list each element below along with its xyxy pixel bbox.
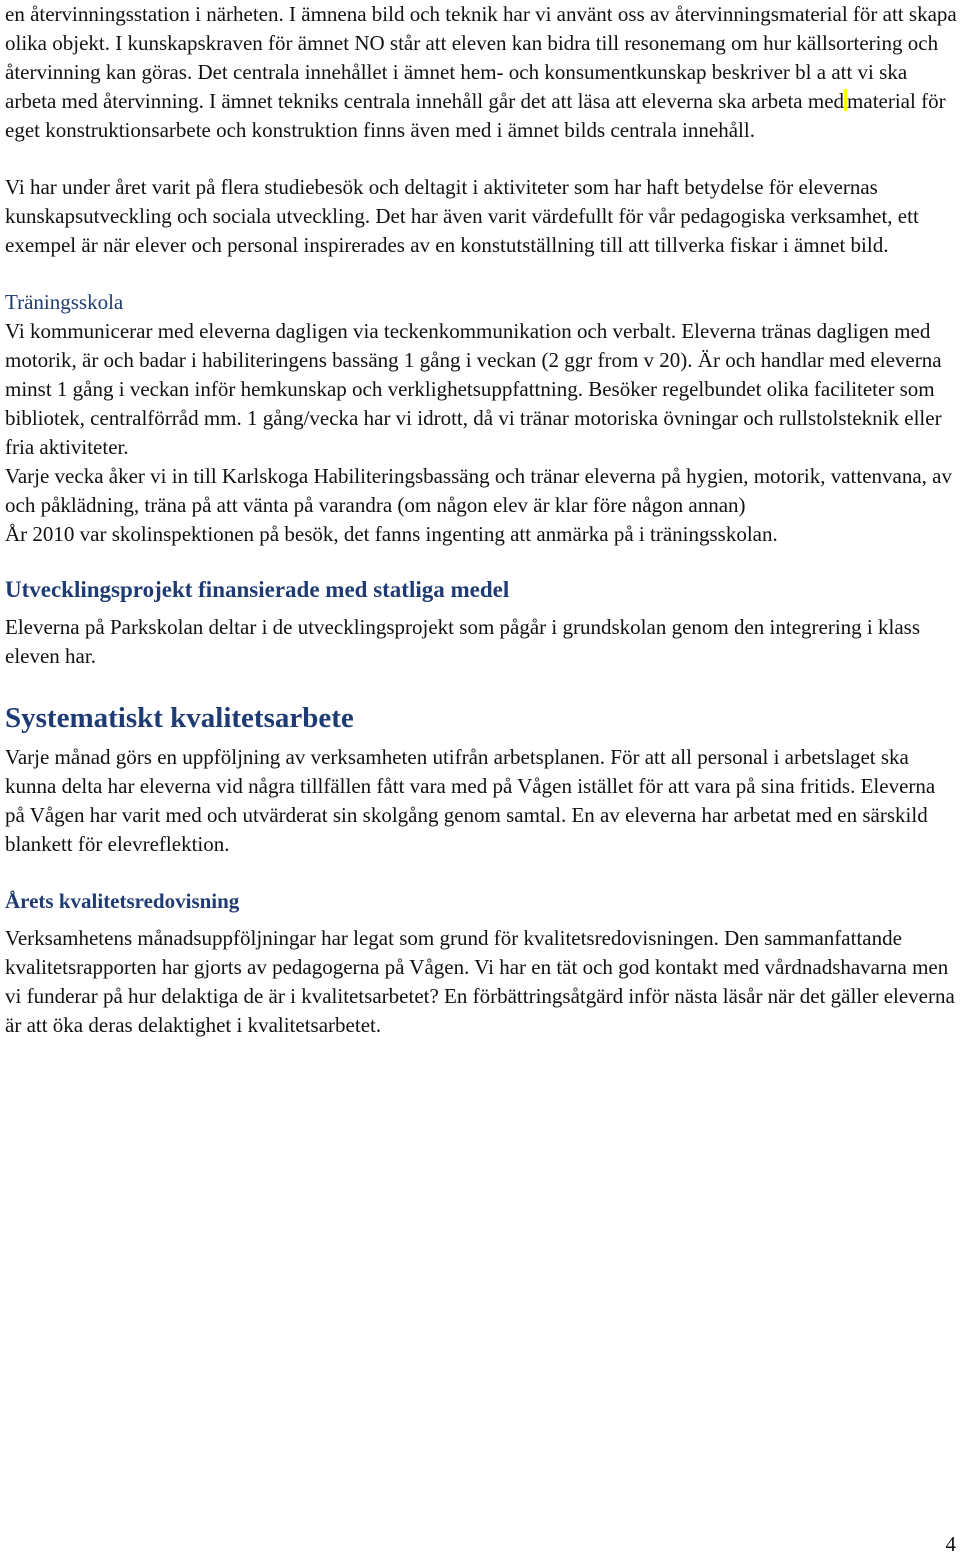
document-page	[5, 0, 957, 1040]
spacer	[5, 671, 957, 701]
spacer	[5, 916, 957, 924]
development-paragraph: Eleverna på Parkskolan deltar i de utvecklingsprojekt som pågår i grundskolan genom den integrering i klass eleven har.	[5, 615, 921, 668]
spacer	[5, 605, 957, 613]
quality-heading: Systematiskt kvalitetsarbete	[5, 702, 354, 734]
training-school-paragraph-2: Varje vecka åker vi in till Karlskoga Habiliteringsbassäng och tränar eleverna på hygien, motorik, vattenvana, av och påklädning, träna på att vänta på varandra (om någon elev är klar före någon annan)	[5, 464, 952, 517]
annual-paragraph: Verksamhetens månadsuppföljningar har legat som grund för kvalitetsredovisningen. Den sammanfattande kvalitetsrapporten har gjorts av pedagogerna på Vågen. Vi har en tät och god kontakt med vårdnadshavarna men vi funderar på hur delaktiga de är i kvalitetsarbetet? En förbättringsåtgärd inför nästa läsår när det gäller eleverna är att öka deras delaktighet i kvalitetsarbetet.	[5, 926, 955, 1037]
intro-paragraph	[5, 0, 957, 145]
spacer	[5, 260, 957, 288]
intro-text: en återvinningsstation i närheten. I ämnena bild och teknik har vi använt oss av återvinningsmaterial för att skapa olika objekt. I kunskapskraven för ämnet NO står att eleven kan bidra till resonemang om hur källsortering och återvinning kan göras. Det centrala innehållet i ämnet hem- och konsumentkunskap beskriver bl a att vi ska arbeta med återvinning. I ämnet tekniks centrala innehåll går det att läsa att eleverna ska arbeta med	[5, 2, 957, 113]
annual-heading: Årets kvalitetsredovisning	[5, 889, 240, 913]
spacer	[5, 735, 957, 743]
spacer	[5, 859, 957, 887]
studies-paragraph: Vi har under året varit på flera studiebesök och deltagit i aktiviteter som har haft betydelse för elevernas kunskapsutveckling och sociala utveckling. Det har även varit värdefullt för vår pedagogiska verksamhet, ett exempel är när elever och personal inspirerades av en konstutställning till att tillverka fiskar i ämnet bild.	[5, 175, 919, 257]
training-school-title: Träningsskola	[5, 290, 124, 314]
intro-end-text: material för eget konstruktionsarbete och konstruktion finns även med i ämnet bilds centrala innehåll.	[5, 89, 946, 142]
page-number: 4	[945, 1532, 956, 1556]
training-school-paragraph-3: År 2010 var skolinspektionen på besök, det fanns ingenting att anmärka på i träningsskolan.	[5, 522, 778, 546]
spacer	[5, 549, 957, 575]
quality-paragraph: Varje månad görs en uppföljning av verksamheten utifrån arbetsplanen. För att all personal i arbetslaget ska kunna delta har eleverna vid några tillfällen fått vara med på Vågen istället för att vara på sina fritids. Eleverna på Vågen har varit med och utvärderat sin skolgång genom samtal. En av eleverna har arbetat med en särskild blankett för elevreflektion.	[5, 745, 936, 856]
development-heading: Utvecklingsprojekt finansierade med statliga medel	[5, 577, 510, 602]
training-school-paragraph-1: Vi kommunicerar med eleverna dagligen via teckenkommunikation och verbalt. Eleverna tränas dagligen med motorik, är och badar i habiliteringens bassäng 1 gång i veckan (2 ggr from v 20). Är och handlar med eleverna minst 1 gång i veckan inför hemkunskap och verklighetsuppfattning. Besöker regelbundet olika faciliteter som bibliotek, centralförråd mm. 1 gång/vecka har vi idrott, då vi tränar motoriska övningar och rullstolsteknik eller fria aktiviteter.	[5, 319, 942, 459]
spacer	[5, 145, 957, 173]
